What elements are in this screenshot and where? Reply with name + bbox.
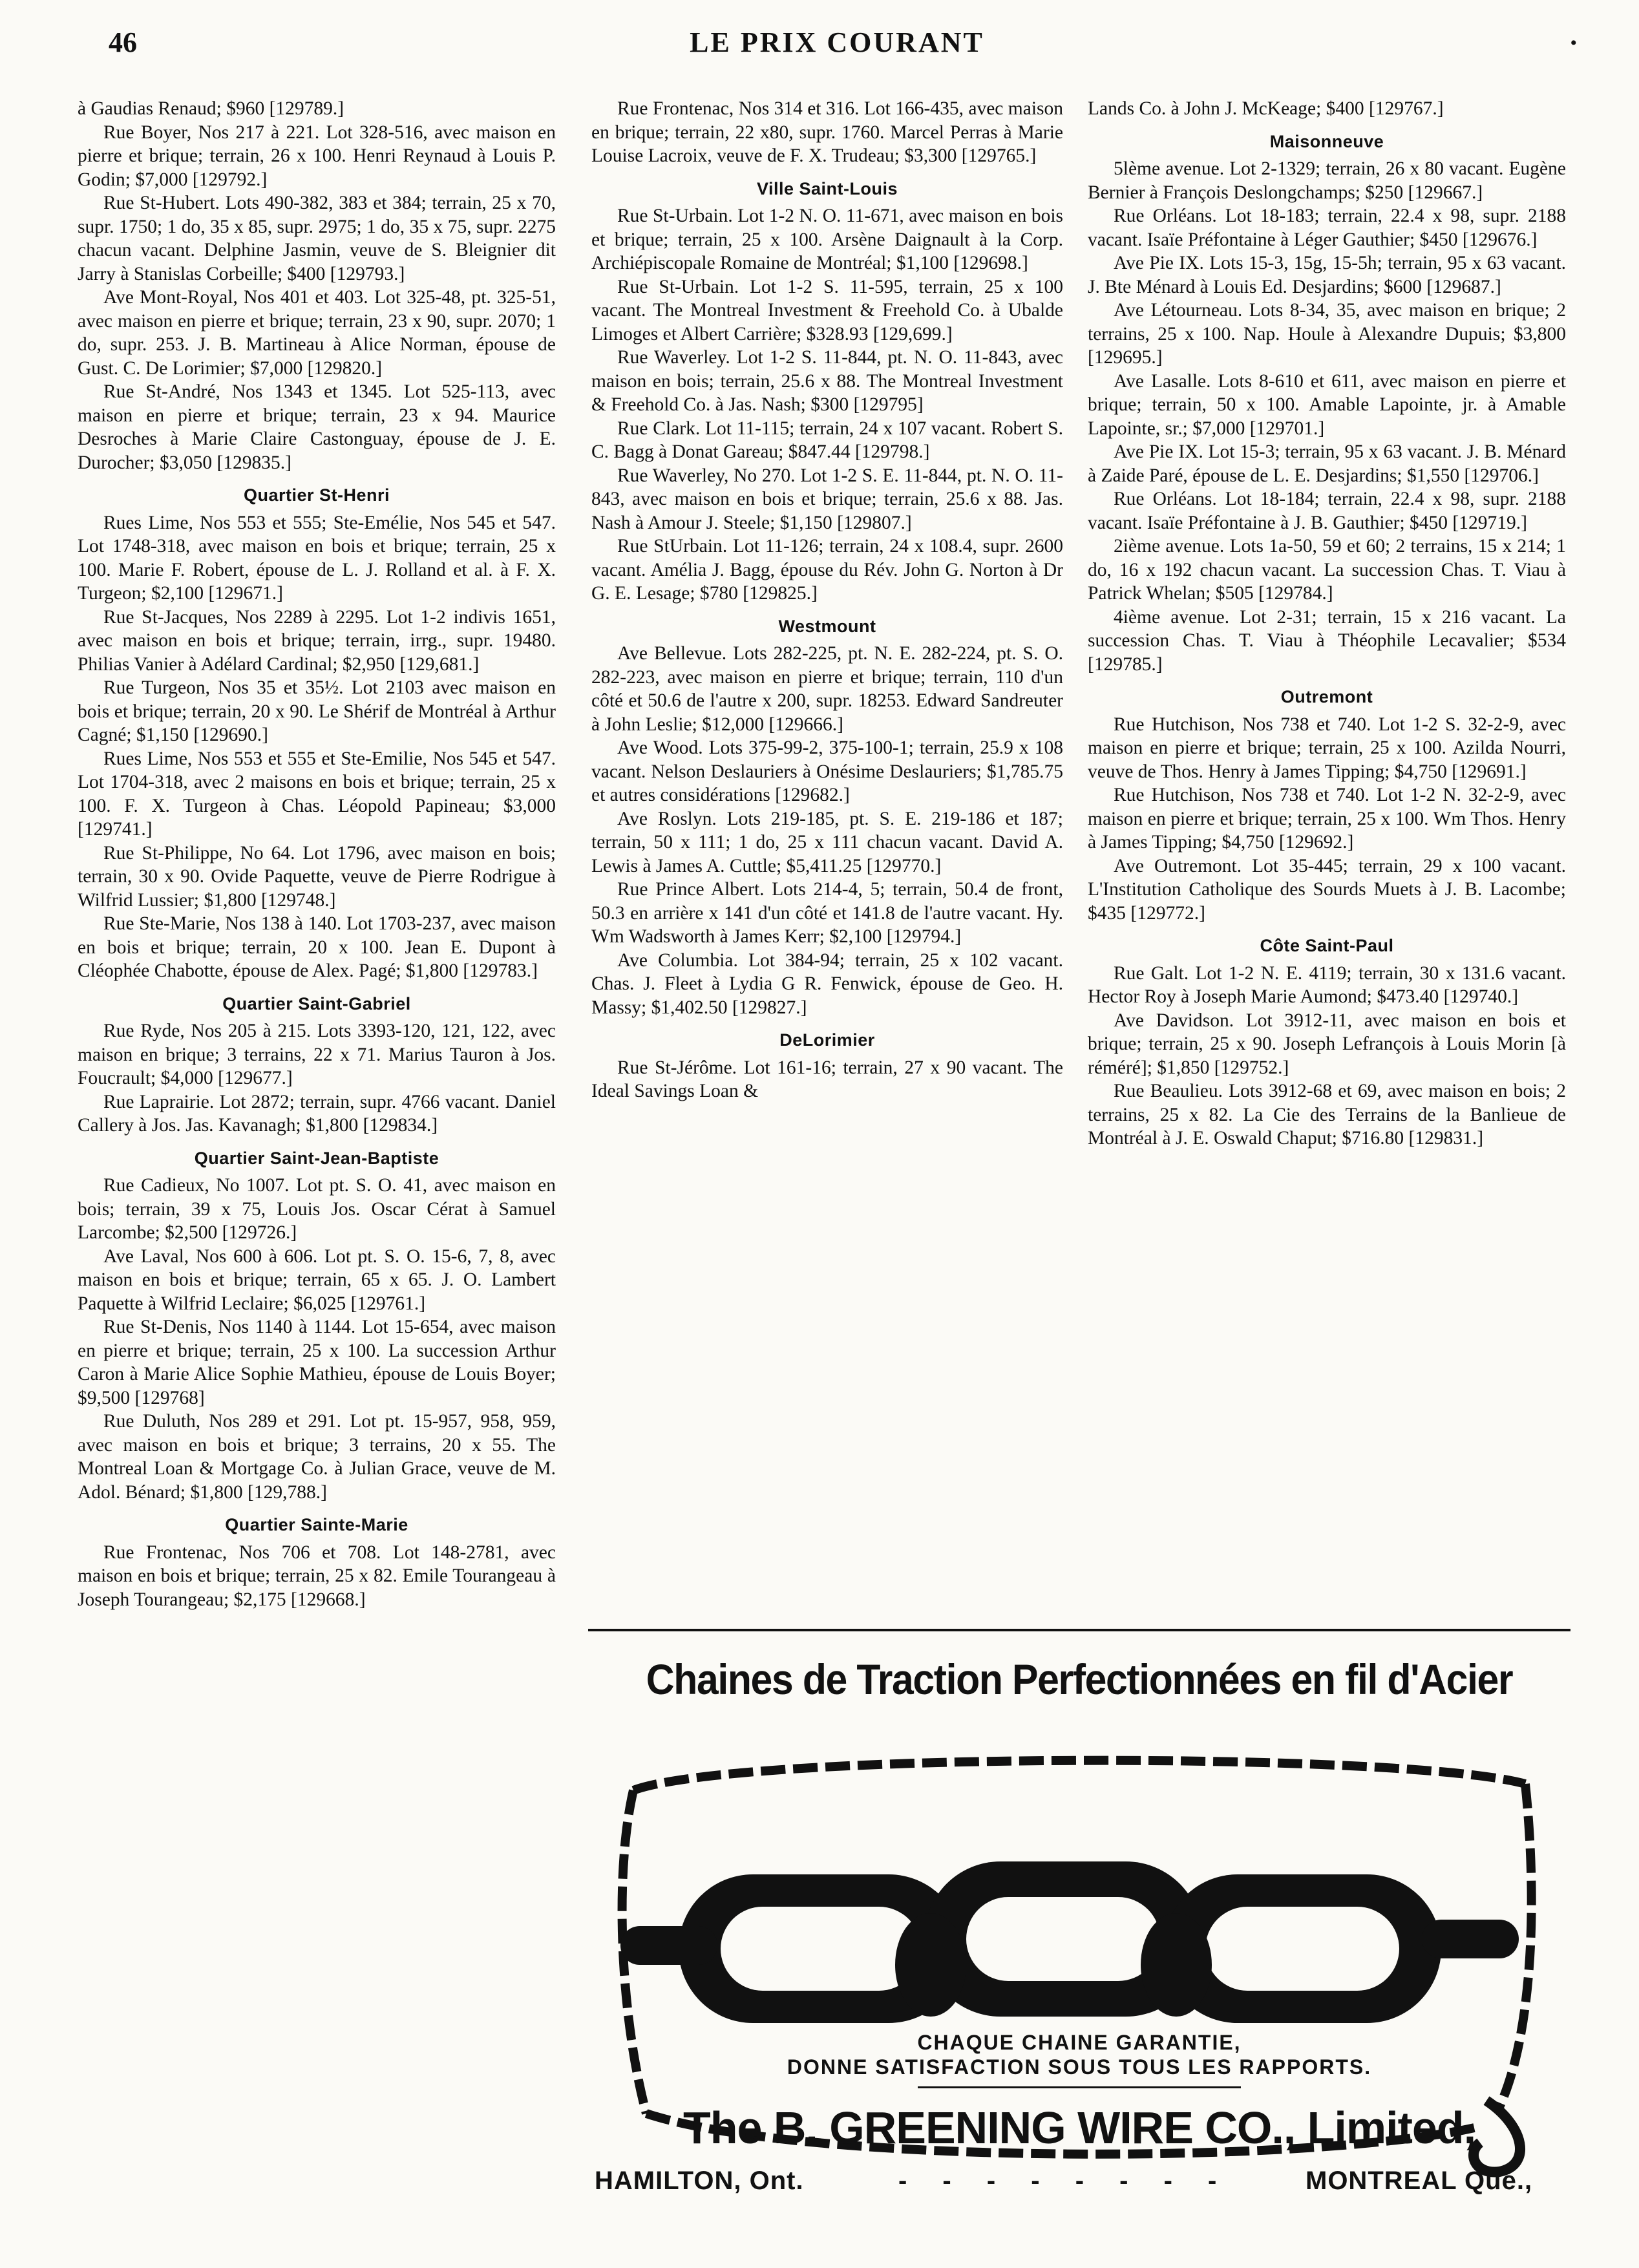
col3-group-1 [1088,97,1566,121]
transaction-entry: Rue Clark. Lot 11-115; terrain, 24 x 107 vacant. Robert S. C. Bagg à Donat Gareau; $847.44 [129798.] [591,418,1063,462]
transaction-entry: Ave Bellevue. Lots 282-225, pt. N. E. 282-224, pt. S. O. 282-223, avec maison en pierre et brique; terrain, 110 d'un côté et 50.6 de l'autre x 200, supr. 18253. Edward Sandreuter à John Leslie; $12,000 [129666.] [591,643,1063,735]
transaction-entry: Ave Laval, Nos 600 à 606. Lot pt. S. O. 15-6, 7, 8, avec maison en bois et brique; terrain, 65 x 65. J. O. Lambert Paquette à Wilfrid Leclaire; $6,025 [129761.] [78,1245,556,1314]
column-1 [78,97,556,1611]
transaction-entry: Rue Cadieux, No 1007. Lot pt. S. O. 41, avec maison en bois; terrain, 39 x 75, Louis Jos. Oscar Cérat à Samuel Larcombe; $2,500 [129726.] [78,1175,556,1243]
ad-headline: Chaines de Traction Perfectionnées en fil d'Acier [646,1655,1513,1703]
transaction-entry: Rue Galt. Lot 1-2 N. E. 4119; terrain, 30 x 131.6 vacant. Hector Roy à Joseph Marie Aumond; $473.40 [129740.] [1088,962,1566,1007]
transaction-entry: Lands Co. à John J. McKeage; $400 [129767.] [1088,98,1444,119]
column-3 [1088,97,1566,1150]
page-header [97,26,1577,71]
transaction-entry: Ave Columbia. Lot 384-94; terrain, 25 x 102 vacant. Chas. J. Fleet à Lydia G R. Fenwick, épouse de Geo. H. Massy; $1,402.50 [129827.] [591,949,1063,1018]
transaction-entry: à Gaudias Renaud; $960 [129789.] [78,98,344,119]
transaction-entry: Rue St-Jacques, Nos 2289 à 2295. Lot 1-2 indivis 1651, avec maison en bois et brique; terrain, irrg., supr. 19480. Philias Vanier à Adélard Cardinal; $2,950 [129,681.] [78,606,556,675]
transaction-entry: Rue Ryde, Nos 205 à 215. Lots 3393-120, 121, 122, avec maison en brique; 3 terrains, 22 x 71. Marius Tauron à Jos. Foucrault; $4,000 [129677.] [78,1021,556,1088]
transaction-entry: Rue Orléans. Lot 18-184; terrain, 22.4 x 98, supr. 2188 vacant. Isaïe Préfontaine à J. B. Gauthier; $450 [129719.] [1088,489,1566,533]
section-heading-outremont: Outremont [1280,687,1373,706]
ad-tagline-1: CHAQUE CHAINE GARANTIE, [917,2031,1242,2054]
transaction-entry: Rues Lime, Nos 553 et 555; Ste-Emélie, Nos 545 et 547. Lot 1748-318, avec maison en bois et brique; terrain, 25 x 100. Marie F. Robert, épouse de L. J. Rolland et al. à F. X. Turgeon; $2,100 [129671.] [78,512,556,604]
transaction-entry: 4ième avenue. Lot 2-31; terrain, 15 x 216 vacant. La succession Chas. T. Viau à Théophile Lecavalier; $534 [129785.] [1088,606,1566,675]
ad-tagline-2: DONNE SATISFACTION SOUS TOUS LES RAPPORTS. [787,2055,1372,2079]
transaction-entry: Ave Roslyn. Lots 219-185, pt. S. E. 219-186 et 187; terrain, 50 x 111; 1 do, 25 x 111 chacun vacant. David A. Lewis à James A. Cuttle; $5,411.25 [129770.] [591,808,1063,876]
transaction-entry: Rue Frontenac, Nos 314 et 316. Lot 166-435, avec maison en brique; terrain, 22 x80, supr. 1760. Marcel Perras à Marie Louise Lacroix, veuve de F. X. Trudeau; $3,300 [129765.] [591,98,1063,166]
col2-group-3 [591,642,1063,1019]
transaction-entry: Ave Wood. Lots 375-99-2, 375-100-1; terrain, 25.9 x 108 vacant. Nelson Deslauriers à Onésime Deslauriers; $1,785.75 et autres considérations [129682.] [591,737,1063,805]
transaction-entry: Rue Beaulieu. Lots 3912-68 et 69, avec maison en bois; 2 terrains, 25 x 82. La Cie des Terrains de la Banlieue de Montréal à J. E. Oswald Chaput; $716.80 [129831.] [1088,1081,1566,1149]
col3-group-4 [1088,962,1566,1150]
transaction-entry: Rue Waverley. Lot 1-2 S. 11-844, pt. N. O. 11-843, avec maison en bois; terrain, 25.6 x 88. The Montreal Investment & Freehold Co. à Jas. Nash; $300 [129795] [591,347,1063,415]
transaction-entry: Rue Duluth, Nos 289 et 291. Lot pt. 15-957, 958, 959, avec maison en bois et brique; 3 terrains, 20 x 55. The Montreal Loan & Mortgage Co. à Julian Grace, veuve de M. Adol. Bénard; $1,800 [129,788.] [78,1411,556,1503]
section-heading-st-henri: Quartier St-Henri [243,485,390,505]
transaction-entry: Rue StUrbain. Lot 11-126; terrain, 24 x 108.4, supr. 2600 vacant. Amélia J. Bagg, épouse du Rév. John G. Norton à Dr G. E. Lesage; $780 [129825.] [591,536,1063,604]
ad-company-name: The B. GREENING WIRE CO., Limited, [682,2103,1476,2153]
transaction-entry: 2ième avenue. Lots 1a-50, 59 et 60; 2 terrains, 15 x 214; 1 do, 16 x 192 chacun vacant. La succession Chas. T. Viau à Patrick Whelan; $505 [129784.] [1088,536,1566,604]
transaction-entry: Ave Mont-Royal, Nos 401 et 403. Lot 325-48, pt. 325-51, avec maison en pierre et brique; terrain, 23 x 90, supr. 2070; 1 do, supr. 253. J. B. Martineau à Alice Norman, épouse de Gust. C. De Lorimier; $7,000 [129820.] [78,287,556,379]
transaction-entry: Rue Turgeon, Nos 35 et 35½. Lot 2103 avec maison en bois et brique; terrain, 20 x 90. Le Shérif de Montréal à Arthur Cagné; $1,150 [129690.] [78,677,556,745]
ad-city-hamilton: HAMILTON, Ont. [595,2167,804,2195]
transaction-entry: Rue St-Denis, Nos 1140 à 1144. Lot 15-654, avec maison en pierre et brique; terrain, 25 x 100. La succession Arthur Caron à Marie Alice Sophie Mathieu, épouse de Louis Boyer; $9,500 [129768] [78,1317,556,1408]
section-heading-ville-saint-louis: Ville Saint-Louis [756,178,898,198]
transaction-entry: Rue Frontenac, Nos 706 et 708. Lot 148-2781, avec maison en bois et brique; terrain, 25 x 82. Emile Tourangeau à Joseph Tourangeau; $2,175 [129668.] [78,1542,556,1610]
column-2 [591,97,1063,1103]
transaction-entry: Rue Waverley, No 270. Lot 1-2 S. E. 11-844, pt. N. O. 11-843, avec maison en bois et brique; terrain, 25.6 x 88. Jas. Nash à Amour J. Steele; $1,150 [129807.] [591,465,1063,533]
col1-group-5 [78,1541,556,1612]
col2-group-4 [591,1056,1063,1103]
col3-group-3 [1088,713,1566,926]
col1-group-1 [78,97,556,474]
transaction-entry: Rue St-Hubert. Lots 490-382, 383 et 384; terrain, 25 x 70, supr. 1750; 1 do, 35 x 85, supr. 2975; 1 do, 35 x 75, supr. 2275 chacun vacant. Delphine Jasmin, veuve de S. Bleignier dit Jarry à Stanislas Corbeille; $400 [129793.] [78,193,556,284]
col1-group-4 [78,1174,556,1504]
transaction-entry: Rue St-Urbain. Lot 1-2 S. 11-595, terrain, 25 x 100 vacant. The Montreal Investment & Freehold Co. à Ubalde Limoges et Albert Carrière; $328.93 [129,699.] [591,276,1063,344]
transaction-entry: Ave Létourneau. Lots 8-34, 35, avec maison en brique; 2 terrains, 25 x 100. Nap. Houle à Alexandre Dupuis; $3,800 [129695.] [1088,300,1566,368]
transaction-entry: Rue Prince Albert. Lots 214-4, 5; terrain, 50.4 de front, 50.3 en arrière x 141 d'un côté et 141.8 de l'autre vacant. Hy. Wm Wadsworth à James Kerr; $2,100 [129794.] [591,879,1063,947]
ad-divider [918,2086,1241,2088]
header-mark: • [1570,32,1577,54]
transaction-entry: Rue St-Jérôme. Lot 161-16; terrain, 27 x 90 vacant. The Ideal Savings Loan & [591,1057,1063,1101]
transaction-entry: Ave Davidson. Lot 3912-11, avec maison en bois et brique; terrain, 25 x 90. Joseph Lefrançois à Louis Morin [à réméré]; $1,850 [129752.] [1088,1010,1566,1078]
transaction-entry: Rue St-Philippe, No 64. Lot 1796, avec maison en bois; terrain, 30 x 90. Ovide Paquette, veuve de Pierre Rodrigue à Wilfrid Lussier; $1,800 [129748.] [78,842,556,911]
transaction-entry: Ave Lasalle. Lots 8-610 et 611, avec maison en pierre et brique; terrain, 50 x 100. Amable Lapointe, jr. à Amable Lapointe, sr.; $7,000 [129701.] [1088,370,1566,439]
section-heading-maisonneuve: Maisonneuve [1269,131,1384,151]
transaction-entry: Rue Hutchison, Nos 738 et 740. Lot 1-2 N. 32-2-9, avec maison en pierre et brique; terrain, 25 x 100. Wm Thos. Henry à James Tipping; $4,750 [129692.] [1088,785,1566,853]
section-heading-saint-jean-baptiste: Quartier Saint-Jean-Baptiste [194,1148,439,1168]
transaction-entry: Rue Laprairie. Lot 2872; terrain, supr. 4766 vacant. Daniel Callery à Jos. Jas. Kavanagh; $1,800 [129834.] [78,1091,556,1136]
section-heading-cote-saint-paul: Côte Saint-Paul [1260,936,1394,955]
transaction-entry: Rue Boyer, Nos 217 à 221. Lot 328-516, avec maison en pierre et brique; terrain, 26 x 100. Henri Reynaud à Louis P. Godin; $7,000 [129792.] [78,122,556,190]
transaction-entry: Ave Pie IX. Lot 15-3; terrain, 95 x 63 vacant. J. B. Ménard à Zaide Paré, épouse de L. E. Desjardins; $1,550 [129706.] [1088,441,1566,486]
ad-city-montreal: MONTREAL Qué., [1306,2167,1533,2195]
col1-group-2 [78,511,556,983]
col1-group-3 [78,1019,556,1138]
transaction-entry: 5lème avenue. Lot 2-1329; terrain, 26 x 80 vacant. Eugène Bernier à François Deslongchamps; $250 [129667.] [1088,158,1566,203]
transaction-entry: Ave Outremont. Lot 35-445; terrain, 29 x 100 vacant. L'Institution Catholique des Sourds Muets à J. B. Lacombe; $435 [129772.] [1088,855,1566,924]
section-heading-delorimier: DeLorimier [779,1030,875,1050]
section-heading-westmount: Westmount [778,616,876,636]
col3-group-2 [1088,157,1566,676]
transaction-entry: Rue St-André, Nos 1343 et 1345. Lot 525-113, avec maison en pierre et brique; terrain, 23 x 94. Maurice Desroches à Marie Claire Castonguay, épouse de J. E. Durocher; $3,050 [129835.] [78,381,556,473]
ad-top-rule [588,1629,1570,1631]
col2-group-2 [591,204,1063,606]
transaction-entry: Rue Hutchison, Nos 738 et 740. Lot 1-2 S. 32-2-9, avec maison en pierre et brique; terrain, 25 x 100. Azilda Nourri, veuve de Thos. Henry à James Tipping; $4,750 [129691.] [1088,714,1566,782]
transaction-entry: Rues Lime, Nos 553 et 555 et Ste-Emilie, Nos 545 et 547. Lot 1704-318, avec 2 maisons en bois et brique; terrain, 25 x 100. F. X. Turgeon à Chas. Léopold Papineau; $3,000 [129741.] [78,748,556,840]
ad-dashes: - - - - - - - - [898,2167,1231,2195]
col2-group-1 [591,97,1063,168]
page-number: 46 [109,26,137,58]
transaction-entry: Rue St-Urbain. Lot 1-2 N. O. 11-671, avec maison en bois et brique; terrain, 25 x 100. Arsène Daignault à la Corp. Archiépiscopale Romaine de Montréal; $1,100 [129698.] [591,206,1063,273]
transaction-entry: Rue Ste-Marie, Nos 138 à 140. Lot 1703-237, avec maison en bois et brique; terrain, 20 x 100. Jean E. Dupont à Cléophée Chabotte, épouse de Alex. Pagé; $1,800 [129783.] [78,913,556,981]
transaction-entry: Ave Pie IX. Lots 15-3, 15g, 15-5h; terrain, 95 x 63 vacant. J. Bte Ménard à Louis Ed. Desjardins; $600 [129687.] [1088,253,1566,297]
transaction-entry: Rue Orléans. Lot 18-183; terrain, 22.4 x 98, supr. 2188 vacant. Isaïe Préfontaine à Léger Gauthier; $450 [129676.] [1088,206,1566,250]
journal-title: LE PRIX COURANT [690,26,984,58]
section-heading-saint-gabriel: Quartier Saint-Gabriel [222,993,411,1013]
section-heading-sainte-marie: Quartier Sainte-Marie [225,1515,408,1534]
